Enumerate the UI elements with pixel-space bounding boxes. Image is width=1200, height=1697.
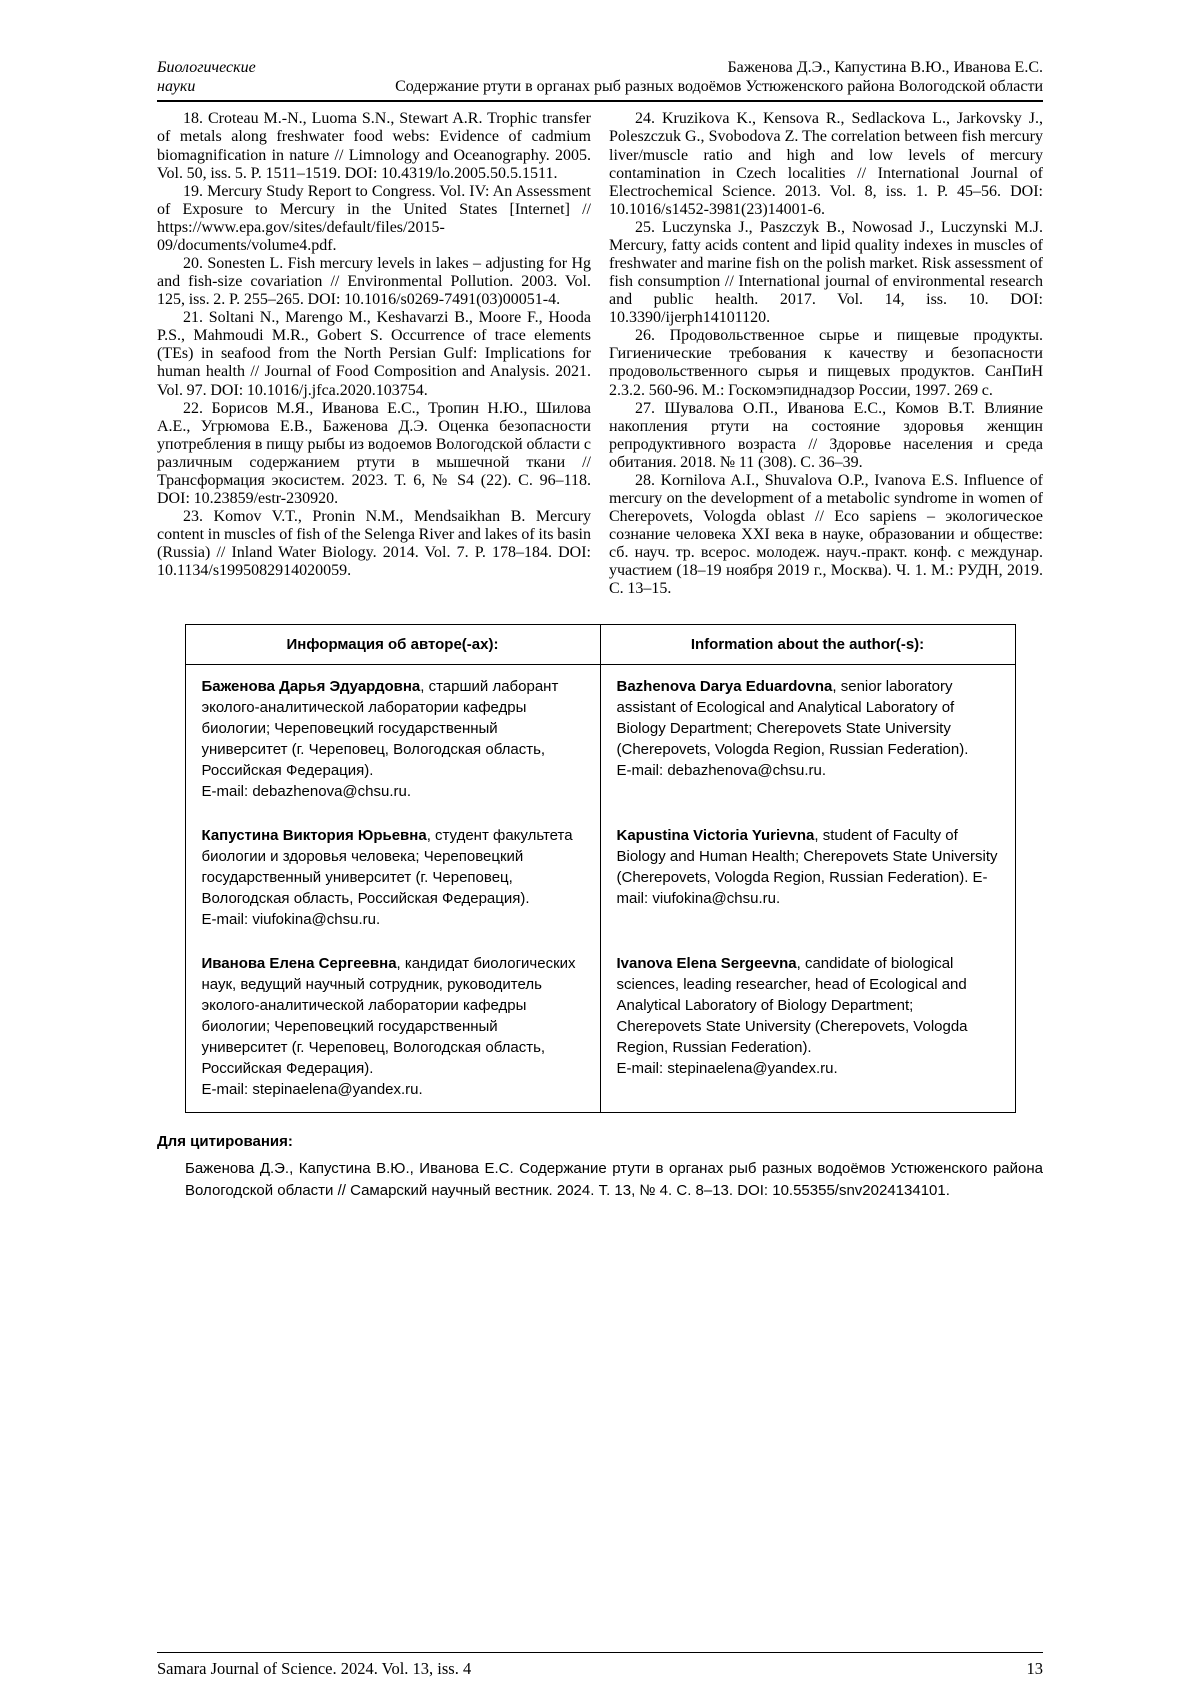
- header-rule: [157, 100, 1043, 102]
- header-row-1: [157, 58, 1043, 77]
- footer-rule: [157, 1652, 1043, 1653]
- page-footer: [157, 1652, 1043, 1679]
- author-name-en: Kapustina Victoria Yurievna: [616, 827, 815, 845]
- reference-item-25: 25. Luczynska J., Paszczyk B., Nowosad J., Luczynski M.J. Mercury, fatty acids content and lipid quality indexes in muscles of freshwater and marine fish on the polish market. Risk assessment of fish consumption // International journal of environmental research and public health. 2017. Vol. 14, iss. 10. DOI: 10.3390/ijerph14101120.: [609, 218, 1043, 327]
- references-section: [157, 110, 1043, 598]
- author-row-1: [185, 665, 1015, 815]
- author-details-ru: , старший лаборант эколого-аналитической лаборатории кафедры биологии; Череповецкий государственный университет (г. Череповец, Вологодская область, Российская Федерация). E-mail: debazhenova@chsu.ru.: [201, 678, 559, 801]
- references-column-right: [609, 110, 1043, 598]
- author-cell-en-1: [600, 665, 1015, 815]
- author-row-3: [185, 942, 1015, 1113]
- reference-item-28: 28. Kornilova A.I., Shuvalova O.P., Ivanova E.S. Influence of mercury on the development of a metabolic syndrome in women of Cherepovets, Vologda oblast // Eco sapiens – экологическое сознание человека XXI века в науке, образовании и обществе: сб. науч. тр. всерос. молодеж. науч.-практ. конф. с междунар. участием (18–19 ноября 2019 г., Москва). Ч. 1. М.: РУДН, 2019. С. 13–15.: [609, 471, 1043, 598]
- reference-item-27: 27. Шувалова О.П., Иванова Е.С., Комов В.Т. Влияние накопления ртути на состояние здоровья женщин репродуктивного возраста // Здоровье населения и среда обитания. 2018. № 11 (308). С. 36–39.: [609, 399, 1043, 471]
- authors-table-header-row: [185, 625, 1015, 665]
- section-label-line2: науки: [157, 78, 196, 96]
- header-row-2: [157, 77, 1043, 96]
- reference-item-23: 23. Komov V.T., Pronin N.M., Mendsaikhan B. Mercury content in muscles of fish of the Selenga River and lakes of its basin (Russia) // Inland Water Biology. 2014. Vol. 7. P. 178–184. DOI: 10.1134/s1995082914020059.: [157, 508, 591, 580]
- reference-item-20: 20. Sonesten L. Fish mercury levels in lakes – adjusting for Hg and fish-size covariation // Environmental Pollution. 2003. Vol. 125, iss. 2. P. 255–265. DOI: 10.1016/s0269-7491(03)00051-4.: [157, 255, 591, 309]
- reference-item-21: 21. Soltani N., Marengo M., Keshavarzi B., Moore F., Hooda P.S., Mahmoudi M.R., Gobert S. Occurrence of trace elements (TEs) in seafood from the North Persian Gulf: Implications for human health // Journal of Food Composition and Analysis. 2021. Vol. 97. DOI: 10.1016/j.jfca.2020.103754.: [157, 309, 591, 399]
- author-cell-ru-3: [185, 942, 600, 1113]
- page-number: 13: [1026, 1659, 1043, 1678]
- journal-page: [157, 58, 1043, 1202]
- header-authors: Баженова Д.Э., Капустина В.Ю., Иванова Е.С.: [727, 59, 1043, 76]
- footer-row: [157, 1659, 1043, 1679]
- author-cell-en-3: [600, 942, 1015, 1113]
- reference-item-26: 26. Продовольственное сырье и пищевые продукты. Гигиенические требования к качеству и безопасности продовольственного сырья и пищевых продуктов. СанПиН 2.3.2. 560-96. М.: Госкомэпиднадзор России, 1997. 269 с.: [609, 327, 1043, 399]
- author-cell-ru-2: [185, 814, 600, 942]
- authors-info-table: [185, 624, 1016, 1113]
- reference-item-18: 18. Croteau M.-N., Luoma S.N., Stewart A.R. Trophic transfer of metals along freshwater food webs: Evidence of cadmium biomagnification in nature // Limnology and Oceanography. 2005. Vol. 50, iss. 5. P. 1511–1519. DOI: 10.4319/lo.2005.50.5.1511.: [157, 110, 591, 182]
- section-label-line1: Биологические: [157, 59, 256, 76]
- author-details-en: , senior laboratory assistant of Ecological and Analytical Laboratory of Biology Department; Cherepovets State University (Cherepovets, Vologda Region, Russian Federation). E-mail: debazhenova@chsu.ru.: [616, 678, 969, 780]
- page-header: [157, 58, 1043, 102]
- author-details-ru: , студент факультета биологии и здоровья человека; Череповецкий государственный университет (г. Череповец, Вологодская область, Российская Федерация). E-mail: viufokina@chsu.ru.: [201, 827, 573, 929]
- citation-label: Для цитирования:: [157, 1133, 293, 1151]
- table-header-ru: Информация об авторе(-ах):: [185, 625, 600, 665]
- reference-item-24: 24. Kruzikova K., Kensova R., Sedlackova L., Jarkovsky J., Poleszczuk G., Svobodova Z. The correlation between fish mercury liver/muscle ratio and high and low levels of mercury contamination in Czech localities // International Journal of Electrochemical Science. 2013. Vol. 8, iss. 1. P. 45–56. DOI: 10.1016/s1452-3981(23)14001-6.: [609, 110, 1043, 218]
- author-cell-ru-1: [185, 665, 600, 815]
- author-cell-en-2: [600, 814, 1015, 942]
- author-name-ru: Капустина Виктория Юрьевна: [201, 827, 427, 845]
- author-details-ru: , кандидат биологических наук, ведущий научный сотрудник, руководитель эколого-аналитической лаборатории кафедры биологии; Череповецкий государственный университет (г. Череповец, Вологодская область, Российская Федерация). E-mail: stepinaelena@yandex.ru.: [201, 955, 576, 1099]
- reference-item-22: 22. Борисов М.Я., Иванова Е.С., Тропин Н.Ю., Шилова А.Е., Угрюмова Е.В., Баженова Д.Э. Оценка безопасности употребления в пищу рыбы из водоемов Вологодской области с различным содержанием ртути в мышечной ткани // Трансформация экосистем. 2023. Т. 6, № S4 (22). С. 96–118. DOI: 10.23859/estr-230920.: [157, 399, 591, 508]
- article-title-header: Содержание ртути в органах рыб разных водоёмов Устюженского района Вологодской области: [395, 78, 1043, 96]
- reference-item-19: 19. Mercury Study Report to Congress. Vol. IV: An Assessment of Exposure to Mercury in the United States [Internet] // https://www.epa.gov/sites/default/files/2015-09/documents/volume4.pdf.: [157, 182, 591, 254]
- references-column-left: [157, 110, 591, 598]
- citation-text: Баженова Д.Э., Капустина В.Ю., Иванова Е.С. Содержание ртути в органах рыб разных водоёмов Устюженского района Вологодской области // Самарский научный вестник. 2024. Т. 13, № 4. С. 8–13. DOI: 10.55355/snv2024134101.: [185, 1160, 1043, 1200]
- author-details-en: , student of Faculty of Biology and Human Health; Cherepovets State University (Cherepovets, Vologda Region, Russian Federation). E-mail: viufokina@chsu.ru.: [616, 827, 998, 908]
- author-name-ru: Иванова Елена Сергеевна: [201, 955, 397, 973]
- table-header-en: Information about the author(-s):: [600, 625, 1015, 665]
- author-details-en: , candidate of biological sciences, leading researcher, head of Ecological and Analytical Laboratory of Biology Department; Cherepovets State University (Cherepovets, Vologda Region, Russian Federation). E-mail: stepinaelena@yandex.ru.: [616, 955, 968, 1078]
- author-name-en: Ivanova Elena Sergeevna: [616, 955, 797, 973]
- citation-section: [157, 1133, 1043, 1202]
- journal-info: Samara Journal of Science. 2024. Vol. 13, iss. 4: [157, 1659, 472, 1678]
- author-name-en: Bazhenova Darya Eduardovna: [616, 678, 833, 696]
- author-row-2: [185, 814, 1015, 942]
- author-name-ru: Баженова Дарья Эдуардовна: [201, 678, 421, 696]
